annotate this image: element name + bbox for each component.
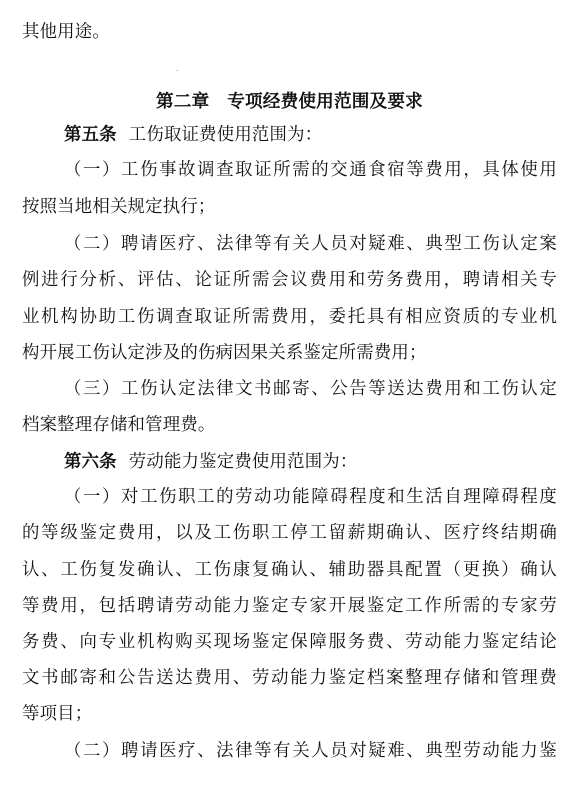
article-5-heading: 第五条	[64, 125, 117, 145]
chapter-title: 第二章 专项经费使用范围及要求	[156, 91, 423, 112]
text-line: （二）聘请医疗、法律等有关人员对疑难、典型工伤认定案	[64, 234, 557, 254]
article-5-text: 工伤取证费使用范围为：	[128, 125, 323, 145]
text-line: 的等级鉴定费用，以及工伤职工停工留薪期确认、医疗终结期确	[22, 523, 557, 543]
text-line: 按照当地相关规定执行；	[22, 197, 216, 217]
text-line: 等费用，包括聘请劳动能力鉴定专家开展鉴定工作所需的专家劳	[22, 596, 557, 616]
text-line: 档案整理存储和管理费。	[22, 415, 216, 435]
scan-speck	[176, 70, 178, 71]
text-line: 认、工伤复发确认、工伤康复确认、辅助器具配置（更换）确认	[22, 560, 557, 580]
text-line: （一）工伤事故调查取证所需的交通食宿等费用，具体使用	[64, 160, 557, 180]
text-line: （一）对工伤职工的劳动功能障碍程度和生活自理障碍程度	[64, 487, 557, 507]
article-6-text: 劳动能力鉴定费使用范围为：	[128, 452, 358, 472]
text-line: 等项目；	[22, 704, 93, 724]
text-line: （二）聘请医疗、法律等有关人员对疑难、典型劳动能力鉴	[64, 741, 557, 761]
text-line: 业机构协助工伤调查取证所需费用，委托具有相应资质的专业机	[22, 307, 557, 327]
text-line: 例进行分析、评估、论证所需会议费用和劳务费用，聘请相关专	[22, 270, 557, 290]
text-line: 文书邮寄和公告送达费用、劳动能力鉴定档案整理存储和管理费	[22, 668, 557, 688]
text-line: （三）工伤认定法律文书邮寄、公告等送达费用和工伤认定	[64, 379, 557, 399]
article-6-heading: 第六条	[64, 452, 117, 472]
text-line: 构开展工伤认定涉及的伤病因果关系鉴定所需费用；	[22, 343, 427, 363]
article-5	[64, 120, 557, 150]
text-line: 务费、向专业机构购买现场鉴定保障服务费、劳动能力鉴定结论	[22, 632, 557, 652]
text-line: 其他用途。	[22, 22, 110, 42]
article-6	[64, 447, 557, 477]
